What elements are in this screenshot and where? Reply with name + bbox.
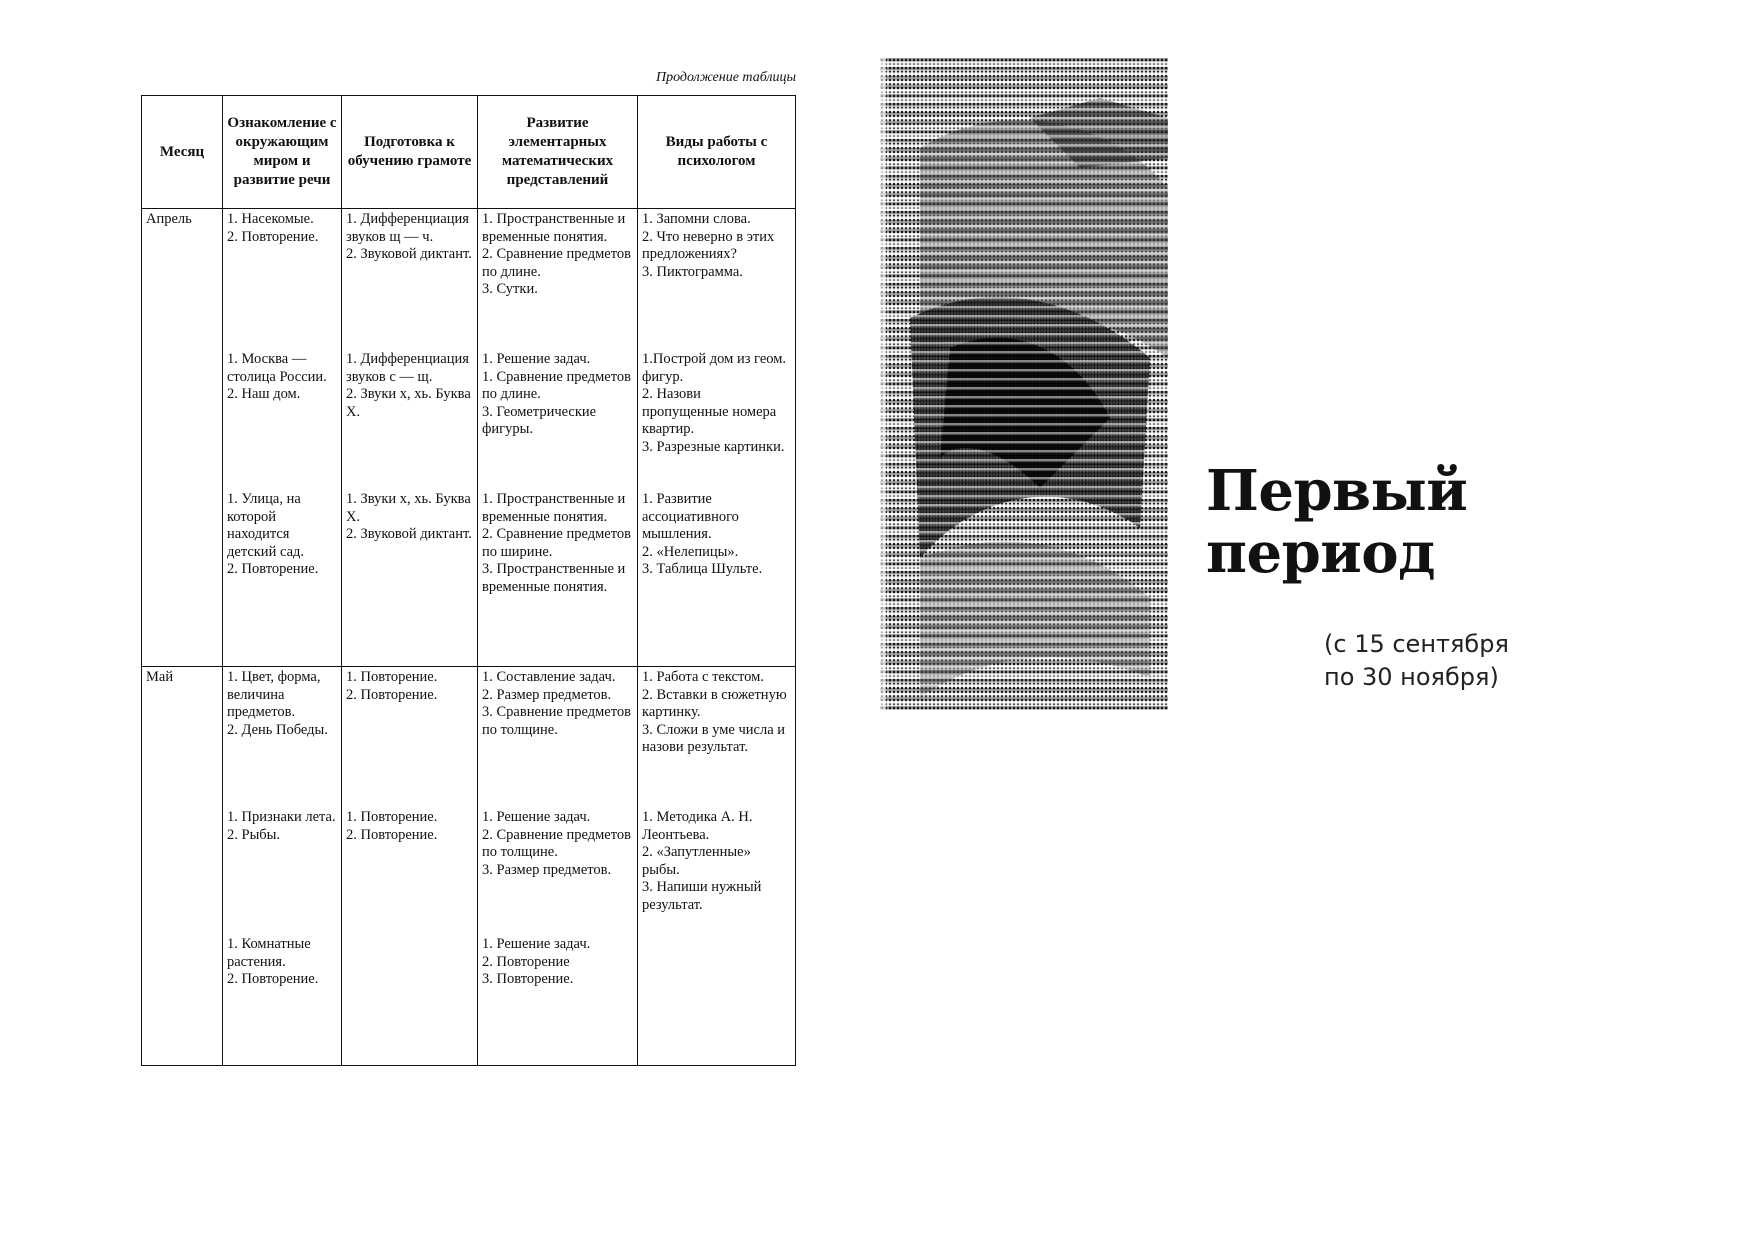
month-cell: Апрель	[142, 209, 223, 667]
week-entry: 1. Развитие ассоциативного мышления. 2. «Нелепицы». 3. Таблица Шульте.	[642, 491, 763, 577]
table-row-may	[142, 667, 796, 1066]
week-entry: 1. Москва — столица России. 2. Наш дом.	[227, 351, 327, 402]
section-date-line-2: по 30 ноября)	[1324, 663, 1499, 691]
week-entry: 1. Повторение. 2. Повторение.	[346, 809, 438, 843]
week-entry: 1. Методика А. Н. Леонтьева. 2. «Запутленные» рыбы. 3. Напиши нужный результат.	[642, 809, 762, 913]
table-row-april	[142, 209, 796, 667]
week-entry: 1. Пространственные и временные понятия. 2. Сравнение предметов по длине. 3. Сутки.	[482, 211, 631, 297]
week-entry: 1. Комнатные растения. 2. Повторение.	[227, 936, 319, 987]
week-entry: 1. Повторение. 2. Повторение.	[346, 669, 438, 703]
section-date-range	[1324, 628, 1509, 694]
table-cell	[342, 209, 478, 667]
section-title-line-1: Первый	[1206, 458, 1468, 524]
header-math: Развитие элементарных математических представлений	[478, 96, 638, 209]
header-month: Месяц	[142, 96, 223, 209]
week-entry: 1.Построй дом из геом. фигур. 2. Назови пропущенные номера квартир. 3. Разрезные картинки.	[642, 351, 787, 455]
week-entry: 1. Улица, на которой находится детский сад. 2. Повторение.	[227, 491, 319, 577]
week-entry: 1. Решение задач. 1. Сравнение предметов по длине. 3. Геометрические фигуры.	[482, 351, 631, 437]
table-cell	[638, 667, 796, 1066]
section-title-line-2: период	[1206, 520, 1435, 586]
week-entry: 1. Дифференциация звуков с — щ. 2. Звуки х, хь. Буква Х.	[346, 351, 471, 420]
lesson-plan-table	[141, 95, 796, 1066]
header-literacy: Подготовка к обучению грамоте	[342, 96, 478, 209]
table-cell	[223, 209, 342, 667]
table-cell	[223, 667, 342, 1066]
week-entry: 1. Работа с текстом. 2. Вставки в сюжетную картинку. 3. Сложи в уме числа и назови результат.	[642, 669, 787, 755]
week-entry: 1. Цвет, форма, величина предметов. 2. День Победы.	[227, 669, 328, 738]
week-entry: 1. Запомни слова. 2. Что неверно в этих предложениях? 3. Пиктограмма.	[642, 211, 775, 280]
week-entry: 1. Дифференциация звуков щ — ч. 2. Звуковой диктант.	[346, 211, 472, 262]
week-entry: 1. Решение задач. 2. Сравнение предметов по толщине. 3. Размер предметов.	[482, 809, 631, 878]
table-cell	[638, 209, 796, 667]
header-psychologist: Виды работы с психологом	[638, 96, 796, 209]
table-cell	[478, 667, 638, 1066]
week-entry: 1. Насекомые. 2. Повторение.	[227, 211, 319, 245]
header-world-speech: Ознакомление с окружающим миром и развитие речи	[223, 96, 342, 209]
table-header-row	[142, 96, 796, 209]
week-entry	[642, 936, 791, 1065]
week-entry: 1. Признаки лета. 2. Рыбы.	[227, 809, 336, 843]
section-date-line-1: (с 15 сентября	[1324, 630, 1509, 658]
halftone-photo	[880, 58, 1168, 710]
week-entry: 1. Решение задач. 2. Повторение 3. Повторение.	[482, 936, 591, 987]
table-continuation-caption: Продолжение таблицы	[655, 70, 796, 85]
table-cell	[478, 209, 638, 667]
week-entry: 1. Звуки х, хь. Буква Х. 2. Звуковой диктант.	[346, 491, 472, 542]
week-entry: 1. Пространственные и временные понятия. 2. Сравнение предметов по ширине. 3. Пространственные и временные понятия.	[482, 491, 631, 595]
week-entry: 1. Составление задач. 2. Размер предметов. 3. Сравнение предметов по толщине.	[482, 669, 631, 738]
table-cell	[342, 667, 478, 1066]
month-cell: Май	[142, 667, 223, 1066]
section-title	[1206, 460, 1467, 584]
week-entry	[346, 936, 473, 1065]
